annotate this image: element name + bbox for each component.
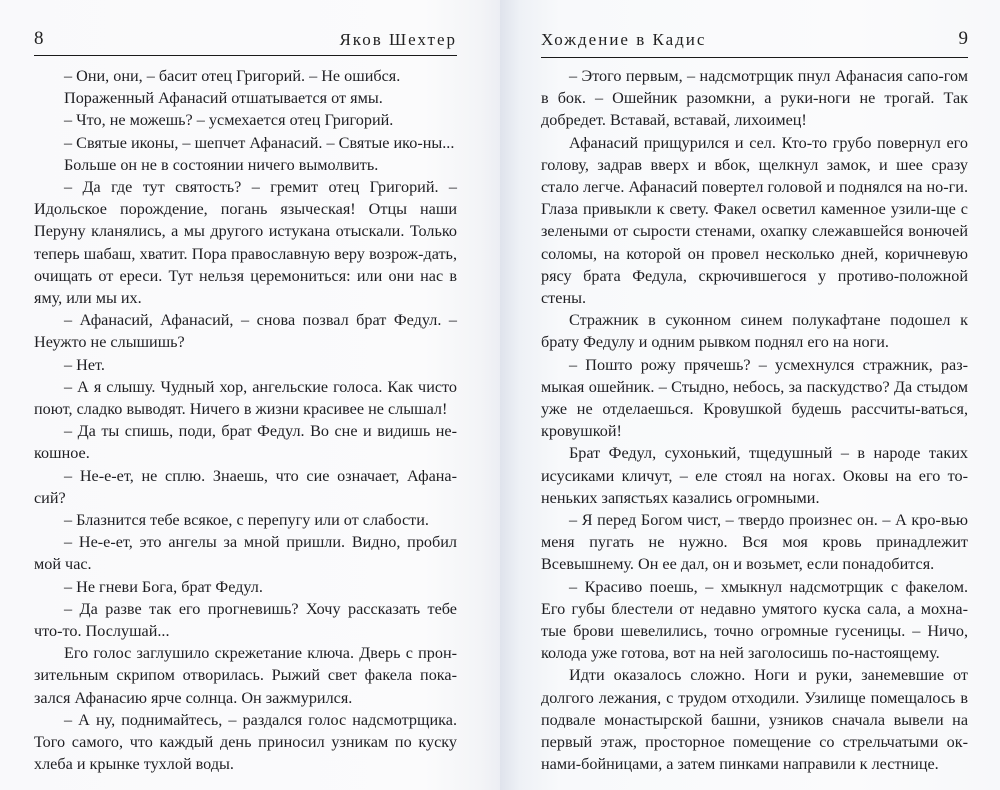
paragraph: Больше он не в состоянии ничего вымолвить. (64, 155, 379, 174)
paragraph: – Что, не можешь? – усмехается отец Григорий. (64, 111, 394, 130)
paragraph: Брат Федул, сухонький, тщедушный – в народе таких исусиками кличут, – еле стоял на ногах. Оковы на его то-неньких запястьях казались огромными. (541, 444, 968, 507)
paragraph: Стражник в суконном синем полукафтане подошел к брату Федулу и одним рывком поднял его на ноги. (541, 311, 968, 352)
paragraph: – Нет. (64, 355, 105, 374)
page-number: 9 (958, 28, 968, 49)
paragraph: Афанасий прищурился и сел. Кто-то грубо повернул его голову, задрав вверх и вбок, щелкнул замок, и шее сразу стало легче. Афанасий повертел головой и поднялся на но-ги. Глаза привыкли к свету. Факел осветил каменное узили-ще с зелеными от сырости стенами, охапку слежавшейся вонючей соломы, на которой он провел несколько дней, коричневую рясу брата Федула, скрючившегося у противо-положной стены. (541, 133, 968, 308)
right-page (500, 0, 1000, 790)
paragraph: Идти оказалось сложно. Ноги и руки, занемевшие от долгого лежания, с трудом отходили. Узилище помещалось в подвале монастырской башни, узников сначала вывели на первый этаж, просторное помещение со стрельчатыми ок-нами-бойницами, а затем пинками направили к лестнице. (541, 666, 968, 774)
paragraph: – Святые иконы, – шепчет Афанасий. – Святые ико-ны... (64, 133, 455, 152)
page-number: 8 (34, 28, 44, 49)
author-name: Яков Шехтер (339, 30, 457, 49)
paragraph: – А ну, поднимайтесь, – раздался голос надсмотрщика. Того самого, что каждый день приносил узникам по куску хлеба и крынке тухлой воды. (34, 710, 457, 774)
paragraph: – Да разве так его прогневишь? Хочу рассказать тебе что-то. Послушай... (34, 599, 457, 641)
paragraph: – А я слышу. Чудный хор, ангельские голоса. Как чисто поют, сладко выводят. Ничего в жизни красивее не слышал! (34, 377, 457, 419)
paragraph: – Красиво поешь, – хмыкнул надсмотрщик с факелом. Его губы блестели от недавно умятого куска сала, а мохна-тые брови шевелились, точно огромные гусеницы. – Ничо, колода уже готова, вот на ней заголосишь по-настоящему. (541, 577, 968, 663)
paragraph: – Не гневи Бога, брат Федул. (64, 577, 263, 596)
paragraph: – Не-е-ет, не сплю. Знаешь, что сие означает, Афана-сий? (34, 466, 457, 507)
paragraph: – Этого первым, – надсмотрщик пнул Афанасия сапо-гом в бок. – Ошейник разомкни, а руки-ноги не трогай. Так добредет. Вставай, вставай, лихоимец! (541, 67, 968, 130)
paragraph: Его голос заглушило скрежетание ключа. Дверь с прон-зительным скрипом отворилась. Рыжий свет факела пока-зался Афанасию ярче солнца. Он зажмурился. (34, 644, 457, 707)
book-title: Хождение в Кадис (541, 30, 707, 49)
paragraph: – Не-е-ет, это ангелы за мной пришли. Видно, пробил мой час. (34, 533, 457, 574)
paragraph: – Пошто рожу прячешь? – усмехнулся стражник, раз-мыкая ошейник. – Стыдно, небось, за паскудство? Да стыдом уже не отделаешься. Кровушкой будешь рассчиты-ваться, кровушкой! (541, 355, 968, 441)
paragraph: – Да ты спишь, поди, брат Федул. Во сне и видишь не-кошное. (34, 422, 457, 463)
header-rule (34, 55, 457, 56)
paragraph: – Я перед Богом чист, – твердо произнес он. – А кро-вью меня пугать не нужно. Вся моя кровь принадлежит Всевышнему. Он ее дал, он и возьмет, если понадобится. (541, 511, 968, 574)
paragraph: – Они, они, – басит отец Григорий. – Не ошибся. (64, 67, 401, 85)
right-running-head (541, 26, 968, 50)
paragraph: – Афанасий, Афанасий, – снова позвал брат Федул. – Неужто не слышишь? (34, 311, 457, 352)
right-page-text (541, 65, 968, 776)
header-rule (541, 57, 968, 58)
paragraph: – Да где тут святость? – гремит отец Григорий. – Идольское порождение, погань языческая! Отцы наши Перуну кланялись, а мы другого истукана отыскали. Только теперь шабаш, хватит. Пора православную веру возрож-дать, очищать от ереси. Тут нельзя церемониться: или они нас в яму, или мы их. (34, 178, 457, 308)
left-page-text (34, 65, 457, 776)
paragraph: Пораженный Афанасий отшатывается от ямы. (64, 89, 383, 108)
left-running-head (34, 26, 457, 50)
paragraph: – Блазнится тебе всякое, с перепугу или от слабости. (64, 511, 429, 530)
